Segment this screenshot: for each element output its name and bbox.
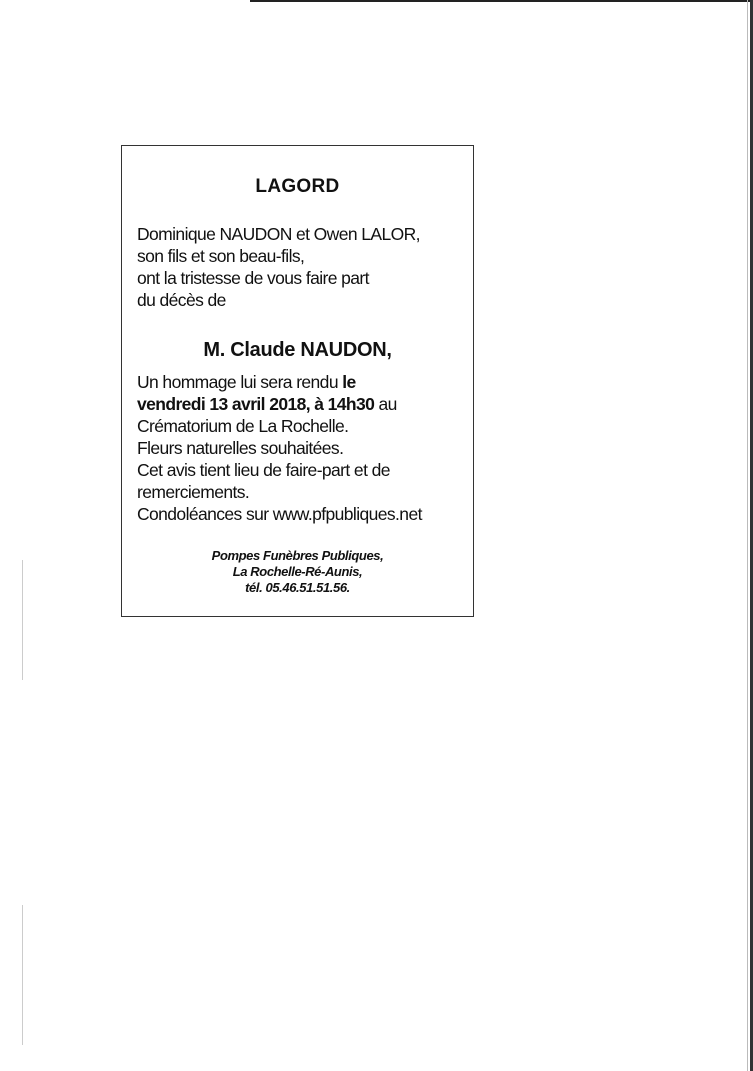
- funeral-home-phone: tél. 05.46.51.51.56.: [245, 580, 350, 595]
- flowers-note: Fleurs naturelles souhaitées.: [137, 438, 344, 458]
- details-line: remerciements.: [137, 482, 250, 502]
- scan-artifact: [22, 560, 23, 680]
- ceremony-date-time: vendredi 13 avril 2018, à 14h30: [137, 394, 375, 414]
- details-line: [137, 371, 467, 393]
- obituary-notice: [121, 145, 474, 617]
- intro-line: son fils et son beau-fils,: [137, 246, 305, 266]
- deceased-name: M. Claude NAUDON,: [203, 339, 392, 361]
- intro-line: Dominique NAUDON et Owen LALOR,: [137, 224, 420, 244]
- notice-details: [137, 371, 467, 525]
- details-line: [137, 393, 467, 415]
- funeral-home-name: Pompes Funèbres Publiques,: [211, 548, 384, 563]
- ceremony-location: Crématorium de La Rochelle.: [137, 416, 349, 436]
- intro-line: du décès de: [137, 290, 226, 310]
- condolences-line: Condoléances sur www.pfpubliques.net: [137, 504, 422, 524]
- details-text: au: [374, 394, 397, 414]
- details-text-bold: le: [342, 372, 356, 392]
- notice-town: LAGORD: [255, 176, 340, 197]
- page-edge-top: [250, 0, 753, 2]
- details-line: Cet avis tient lieu de faire-part et de: [137, 460, 390, 480]
- intro-line: ont la tristesse de vous faire part: [137, 268, 369, 288]
- funeral-home-info: [122, 548, 473, 596]
- details-text: Un hommage lui sera rendu: [137, 372, 343, 392]
- notice-intro: [137, 223, 467, 311]
- scan-artifact: [22, 905, 23, 1045]
- funeral-home-location: La Rochelle-Ré-Aunis,: [232, 564, 363, 579]
- page-edge-right-shadow: [747, 0, 748, 1071]
